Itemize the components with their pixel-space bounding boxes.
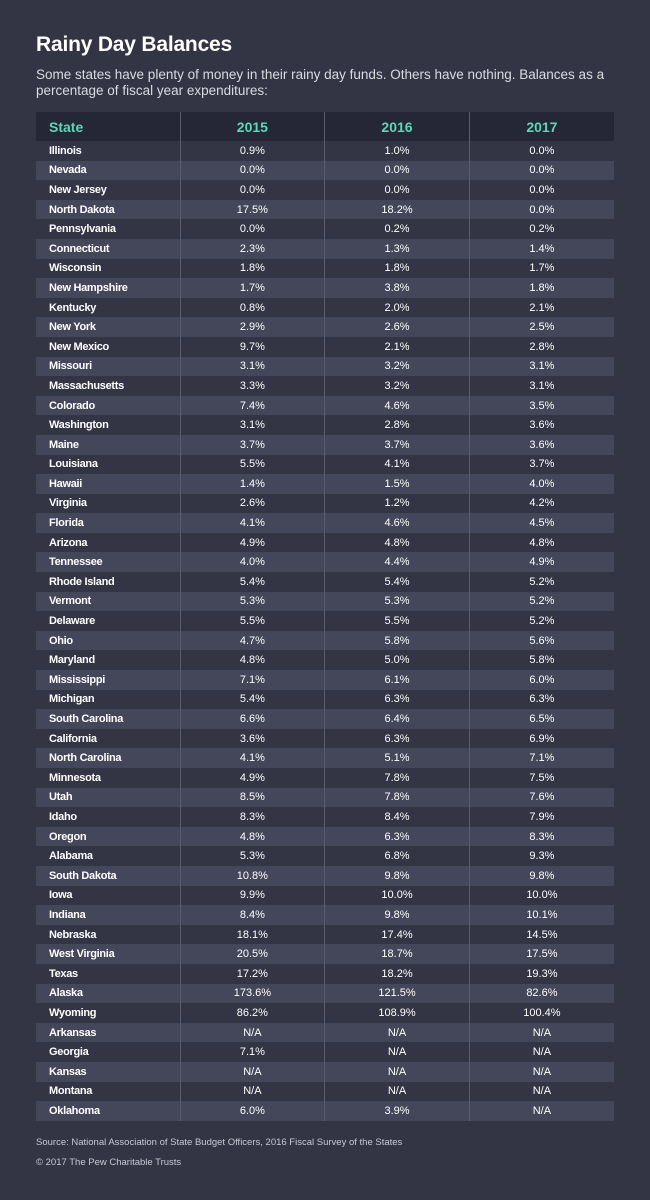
table-row bbox=[36, 690, 614, 710]
value-2015-cell: 4.8% bbox=[180, 827, 325, 847]
value-2015-cell: 86.2% bbox=[180, 1003, 325, 1023]
table-row bbox=[36, 592, 614, 612]
table-row bbox=[36, 337, 614, 357]
value-2016-cell: 9.8% bbox=[325, 905, 470, 925]
value-2016-cell: 5.8% bbox=[325, 631, 470, 651]
value-2016-cell: N/A bbox=[325, 1062, 470, 1082]
value-2017-cell: 1.8% bbox=[469, 278, 614, 298]
state-cell: Michigan bbox=[36, 690, 180, 710]
value-2016-cell: 2.0% bbox=[325, 298, 470, 318]
value-2017-cell: 100.4% bbox=[469, 1003, 614, 1023]
value-2016-cell: 4.6% bbox=[325, 513, 470, 533]
state-cell: Wisconsin bbox=[36, 259, 180, 279]
table-row bbox=[36, 239, 614, 259]
value-2015-cell: 17.2% bbox=[180, 964, 325, 984]
state-cell: Maine bbox=[36, 435, 180, 455]
column-header-2017: 2017 bbox=[469, 112, 614, 141]
value-2016-cell: 3.7% bbox=[325, 435, 470, 455]
value-2017-cell: 3.7% bbox=[469, 455, 614, 475]
value-2016-cell: 18.2% bbox=[325, 964, 470, 984]
value-2017-cell: 3.1% bbox=[469, 376, 614, 396]
value-2015-cell: 3.3% bbox=[180, 376, 325, 396]
state-cell: Arizona bbox=[36, 533, 180, 553]
value-2017-cell: 82.6% bbox=[469, 984, 614, 1004]
value-2015-cell: 20.5% bbox=[180, 944, 325, 964]
table-row bbox=[36, 768, 614, 788]
table-row bbox=[36, 709, 614, 729]
value-2017-cell: 6.3% bbox=[469, 690, 614, 710]
table-row bbox=[36, 788, 614, 808]
table-row bbox=[36, 944, 614, 964]
value-2017-cell: 4.2% bbox=[469, 494, 614, 514]
value-2017-cell: 5.2% bbox=[469, 572, 614, 592]
value-2016-cell: 3.2% bbox=[325, 357, 470, 377]
state-cell: North Carolina bbox=[36, 748, 180, 768]
value-2015-cell: 2.3% bbox=[180, 239, 325, 259]
state-cell: Indiana bbox=[36, 905, 180, 925]
value-2015-cell: 5.4% bbox=[180, 690, 325, 710]
table-row bbox=[36, 552, 614, 572]
state-cell: Oregon bbox=[36, 827, 180, 847]
value-2015-cell: 1.4% bbox=[180, 474, 325, 494]
value-2015-cell: 6.0% bbox=[180, 1101, 325, 1121]
value-2016-cell: 3.9% bbox=[325, 1101, 470, 1121]
value-2015-cell: 4.1% bbox=[180, 748, 325, 768]
value-2016-cell: 3.2% bbox=[325, 376, 470, 396]
value-2016-cell: 108.9% bbox=[325, 1003, 470, 1023]
table-row bbox=[36, 807, 614, 827]
state-cell: Washington bbox=[36, 415, 180, 435]
table-row bbox=[36, 905, 614, 925]
state-cell: Virginia bbox=[36, 494, 180, 514]
state-cell: Connecticut bbox=[36, 239, 180, 259]
value-2017-cell: 3.1% bbox=[469, 357, 614, 377]
value-2017-cell: 7.5% bbox=[469, 768, 614, 788]
value-2016-cell: 17.4% bbox=[325, 925, 470, 945]
value-2016-cell: 4.8% bbox=[325, 533, 470, 553]
value-2016-cell: 0.0% bbox=[325, 161, 470, 181]
value-2017-cell: 6.0% bbox=[469, 670, 614, 690]
value-2015-cell: 4.9% bbox=[180, 533, 325, 553]
value-2017-cell: 7.9% bbox=[469, 807, 614, 827]
state-cell: Florida bbox=[36, 513, 180, 533]
value-2016-cell: 5.0% bbox=[325, 650, 470, 670]
value-2017-cell: 5.2% bbox=[469, 592, 614, 612]
value-2016-cell: 1.8% bbox=[325, 259, 470, 279]
value-2016-cell: 5.4% bbox=[325, 572, 470, 592]
state-cell: New Jersey bbox=[36, 180, 180, 200]
state-cell: Arkansas bbox=[36, 1023, 180, 1043]
value-2015-cell: 18.1% bbox=[180, 925, 325, 945]
value-2015-cell: 3.6% bbox=[180, 729, 325, 749]
state-cell: Ohio bbox=[36, 631, 180, 651]
value-2016-cell: 5.1% bbox=[325, 748, 470, 768]
table-row bbox=[36, 631, 614, 651]
table-row bbox=[36, 572, 614, 592]
balances-table bbox=[36, 112, 614, 1121]
value-2016-cell: 4.4% bbox=[325, 552, 470, 572]
table-row bbox=[36, 1023, 614, 1043]
value-2016-cell: 9.8% bbox=[325, 866, 470, 886]
state-cell: Alaska bbox=[36, 984, 180, 1004]
value-2015-cell: N/A bbox=[180, 1023, 325, 1043]
state-cell: Delaware bbox=[36, 611, 180, 631]
value-2016-cell: 18.2% bbox=[325, 200, 470, 220]
value-2015-cell: 5.5% bbox=[180, 455, 325, 475]
table-row bbox=[36, 219, 614, 239]
state-cell: Kentucky bbox=[36, 298, 180, 318]
state-cell: Georgia bbox=[36, 1042, 180, 1062]
state-cell: Hawaii bbox=[36, 474, 180, 494]
table-row bbox=[36, 415, 614, 435]
state-cell: Tennessee bbox=[36, 552, 180, 572]
value-2016-cell: 4.1% bbox=[325, 455, 470, 475]
value-2017-cell: 2.8% bbox=[469, 337, 614, 357]
value-2017-cell: 5.8% bbox=[469, 650, 614, 670]
value-2016-cell: 5.3% bbox=[325, 592, 470, 612]
value-2015-cell: 4.9% bbox=[180, 768, 325, 788]
value-2017-cell: N/A bbox=[469, 1042, 614, 1062]
value-2015-cell: 2.6% bbox=[180, 494, 325, 514]
page-subtitle: Some states have plenty of money in their rainy day funds. Others have nothing. Balances as a percentage of fiscal year expenditures: bbox=[36, 67, 605, 98]
copyright-note: © 2017 The Pew Charitable Trusts bbox=[36, 1157, 182, 1168]
value-2016-cell: 0.2% bbox=[325, 219, 470, 239]
value-2017-cell: 4.9% bbox=[469, 552, 614, 572]
table-row bbox=[36, 435, 614, 455]
state-cell: Nevada bbox=[36, 161, 180, 181]
state-cell: Idaho bbox=[36, 807, 180, 827]
value-2017-cell: N/A bbox=[469, 1062, 614, 1082]
value-2017-cell: 9.3% bbox=[469, 846, 614, 866]
page-title: Rainy Day Balances bbox=[36, 33, 233, 56]
value-2016-cell: 18.7% bbox=[325, 944, 470, 964]
value-2015-cell: 3.1% bbox=[180, 415, 325, 435]
value-2016-cell: 6.8% bbox=[325, 846, 470, 866]
value-2017-cell: 8.3% bbox=[469, 827, 614, 847]
table-row bbox=[36, 494, 614, 514]
table-row bbox=[36, 670, 614, 690]
table-row bbox=[36, 846, 614, 866]
value-2016-cell: 7.8% bbox=[325, 788, 470, 808]
state-cell: New Mexico bbox=[36, 337, 180, 357]
table-row bbox=[36, 748, 614, 768]
value-2015-cell: 4.0% bbox=[180, 552, 325, 572]
state-cell: Alabama bbox=[36, 846, 180, 866]
value-2015-cell: 8.3% bbox=[180, 807, 325, 827]
table-row bbox=[36, 827, 614, 847]
state-cell: Pennsylvania bbox=[36, 219, 180, 239]
value-2017-cell: 3.6% bbox=[469, 415, 614, 435]
value-2017-cell: 9.8% bbox=[469, 866, 614, 886]
value-2017-cell: 10.0% bbox=[469, 886, 614, 906]
value-2016-cell: 2.1% bbox=[325, 337, 470, 357]
value-2017-cell: 6.9% bbox=[469, 729, 614, 749]
value-2015-cell: 8.5% bbox=[180, 788, 325, 808]
table-row bbox=[36, 1062, 614, 1082]
state-cell: Massachusetts bbox=[36, 376, 180, 396]
value-2015-cell: 10.8% bbox=[180, 866, 325, 886]
value-2015-cell: 0.0% bbox=[180, 180, 325, 200]
value-2015-cell: 0.9% bbox=[180, 141, 325, 161]
value-2017-cell: 0.0% bbox=[469, 161, 614, 181]
value-2015-cell: 173.6% bbox=[180, 984, 325, 1004]
value-2015-cell: 0.0% bbox=[180, 219, 325, 239]
table-row bbox=[36, 396, 614, 416]
table-row bbox=[36, 611, 614, 631]
value-2015-cell: 9.7% bbox=[180, 337, 325, 357]
value-2015-cell: 9.9% bbox=[180, 886, 325, 906]
table-row bbox=[36, 200, 614, 220]
value-2017-cell: 10.1% bbox=[469, 905, 614, 925]
value-2017-cell: 0.0% bbox=[469, 141, 614, 161]
table-row bbox=[36, 984, 614, 1004]
value-2016-cell: 3.8% bbox=[325, 278, 470, 298]
value-2017-cell: 6.5% bbox=[469, 709, 614, 729]
value-2017-cell: 4.5% bbox=[469, 513, 614, 533]
value-2015-cell: 3.7% bbox=[180, 435, 325, 455]
value-2016-cell: 4.6% bbox=[325, 396, 470, 416]
value-2017-cell: 7.1% bbox=[469, 748, 614, 768]
value-2017-cell: 2.5% bbox=[469, 317, 614, 337]
value-2015-cell: N/A bbox=[180, 1082, 325, 1102]
value-2016-cell: 10.0% bbox=[325, 886, 470, 906]
table-row bbox=[36, 650, 614, 670]
value-2015-cell: 8.4% bbox=[180, 905, 325, 925]
value-2017-cell: N/A bbox=[469, 1023, 614, 1043]
state-cell: Nebraska bbox=[36, 925, 180, 945]
value-2016-cell: 2.6% bbox=[325, 317, 470, 337]
value-2015-cell: 2.9% bbox=[180, 317, 325, 337]
value-2015-cell: 5.5% bbox=[180, 611, 325, 631]
value-2015-cell: 7.4% bbox=[180, 396, 325, 416]
state-cell: South Dakota bbox=[36, 866, 180, 886]
value-2016-cell: 6.1% bbox=[325, 670, 470, 690]
state-cell: North Dakota bbox=[36, 200, 180, 220]
value-2017-cell: 1.7% bbox=[469, 259, 614, 279]
table-row bbox=[36, 866, 614, 886]
value-2017-cell: 5.6% bbox=[469, 631, 614, 651]
table-row bbox=[36, 278, 614, 298]
state-cell: Minnesota bbox=[36, 768, 180, 788]
state-cell: New Hampshire bbox=[36, 278, 180, 298]
value-2016-cell: 121.5% bbox=[325, 984, 470, 1004]
value-2017-cell: 3.6% bbox=[469, 435, 614, 455]
table-row bbox=[36, 180, 614, 200]
value-2017-cell: 3.5% bbox=[469, 396, 614, 416]
table-row bbox=[36, 925, 614, 945]
state-cell: Louisiana bbox=[36, 455, 180, 475]
value-2015-cell: 5.4% bbox=[180, 572, 325, 592]
table-row bbox=[36, 1082, 614, 1102]
state-cell: New York bbox=[36, 317, 180, 337]
value-2016-cell: 1.2% bbox=[325, 494, 470, 514]
value-2017-cell: 19.3% bbox=[469, 964, 614, 984]
value-2017-cell: N/A bbox=[469, 1082, 614, 1102]
value-2016-cell: 6.3% bbox=[325, 729, 470, 749]
table-row bbox=[36, 533, 614, 553]
source-note: Source: National Association of State Budget Officers, 2016 Fiscal Survey of the States bbox=[36, 1137, 403, 1148]
value-2015-cell: 4.1% bbox=[180, 513, 325, 533]
table-header-row bbox=[36, 112, 614, 141]
state-cell: Montana bbox=[36, 1082, 180, 1102]
value-2017-cell: 0.2% bbox=[469, 219, 614, 239]
table-row bbox=[36, 1042, 614, 1062]
value-2016-cell: 1.3% bbox=[325, 239, 470, 259]
table-body bbox=[36, 141, 614, 1121]
column-header-state: State bbox=[36, 112, 180, 141]
table-row bbox=[36, 729, 614, 749]
table-row bbox=[36, 1101, 614, 1121]
state-cell: Kansas bbox=[36, 1062, 180, 1082]
table-row bbox=[36, 376, 614, 396]
value-2016-cell: 1.5% bbox=[325, 474, 470, 494]
state-cell: Iowa bbox=[36, 886, 180, 906]
value-2016-cell: 6.4% bbox=[325, 709, 470, 729]
table-row bbox=[36, 317, 614, 337]
value-2016-cell: 7.8% bbox=[325, 768, 470, 788]
state-cell: South Carolina bbox=[36, 709, 180, 729]
value-2015-cell: 7.1% bbox=[180, 670, 325, 690]
balances-table-container bbox=[36, 112, 614, 1121]
column-header-2016: 2016 bbox=[325, 112, 470, 141]
value-2016-cell: N/A bbox=[325, 1082, 470, 1102]
value-2015-cell: 7.1% bbox=[180, 1042, 325, 1062]
value-2016-cell: 8.4% bbox=[325, 807, 470, 827]
state-cell: Oklahoma bbox=[36, 1101, 180, 1121]
value-2017-cell: 0.0% bbox=[469, 180, 614, 200]
state-cell: Wyoming bbox=[36, 1003, 180, 1023]
value-2016-cell: 0.0% bbox=[325, 180, 470, 200]
state-cell: Colorado bbox=[36, 396, 180, 416]
value-2017-cell: 1.4% bbox=[469, 239, 614, 259]
value-2017-cell: 2.1% bbox=[469, 298, 614, 318]
value-2017-cell: 4.0% bbox=[469, 474, 614, 494]
state-cell: Illinois bbox=[36, 141, 180, 161]
value-2015-cell: 17.5% bbox=[180, 200, 325, 220]
value-2016-cell: 6.3% bbox=[325, 827, 470, 847]
state-cell: West Virginia bbox=[36, 944, 180, 964]
table-row bbox=[36, 357, 614, 377]
value-2016-cell: 6.3% bbox=[325, 690, 470, 710]
table-row bbox=[36, 513, 614, 533]
value-2016-cell: 2.8% bbox=[325, 415, 470, 435]
column-header-2015: 2015 bbox=[180, 112, 325, 141]
value-2017-cell: 4.8% bbox=[469, 533, 614, 553]
value-2017-cell: 14.5% bbox=[469, 925, 614, 945]
table-row bbox=[36, 964, 614, 984]
value-2017-cell: N/A bbox=[469, 1101, 614, 1121]
table-row bbox=[36, 474, 614, 494]
value-2016-cell: N/A bbox=[325, 1042, 470, 1062]
state-cell: Texas bbox=[36, 964, 180, 984]
value-2015-cell: 3.1% bbox=[180, 357, 325, 377]
value-2015-cell: 0.0% bbox=[180, 161, 325, 181]
value-2017-cell: 5.2% bbox=[469, 611, 614, 631]
value-2017-cell: 7.6% bbox=[469, 788, 614, 808]
value-2015-cell: N/A bbox=[180, 1062, 325, 1082]
state-cell: Vermont bbox=[36, 592, 180, 612]
value-2015-cell: 5.3% bbox=[180, 592, 325, 612]
state-cell: Missouri bbox=[36, 357, 180, 377]
value-2016-cell: N/A bbox=[325, 1023, 470, 1043]
state-cell: Rhode Island bbox=[36, 572, 180, 592]
value-2016-cell: 1.0% bbox=[325, 141, 470, 161]
value-2017-cell: 17.5% bbox=[469, 944, 614, 964]
value-2015-cell: 4.8% bbox=[180, 650, 325, 670]
value-2015-cell: 4.7% bbox=[180, 631, 325, 651]
value-2015-cell: 1.7% bbox=[180, 278, 325, 298]
value-2015-cell: 0.8% bbox=[180, 298, 325, 318]
table-row bbox=[36, 1003, 614, 1023]
value-2015-cell: 1.8% bbox=[180, 259, 325, 279]
table-row bbox=[36, 161, 614, 181]
value-2015-cell: 6.6% bbox=[180, 709, 325, 729]
table-row bbox=[36, 455, 614, 475]
table-row bbox=[36, 298, 614, 318]
table-row bbox=[36, 141, 614, 161]
state-cell: Utah bbox=[36, 788, 180, 808]
value-2015-cell: 5.3% bbox=[180, 846, 325, 866]
value-2016-cell: 5.5% bbox=[325, 611, 470, 631]
table-row bbox=[36, 886, 614, 906]
state-cell: Maryland bbox=[36, 650, 180, 670]
state-cell: California bbox=[36, 729, 180, 749]
table-row bbox=[36, 259, 614, 279]
state-cell: Mississippi bbox=[36, 670, 180, 690]
value-2017-cell: 0.0% bbox=[469, 200, 614, 220]
